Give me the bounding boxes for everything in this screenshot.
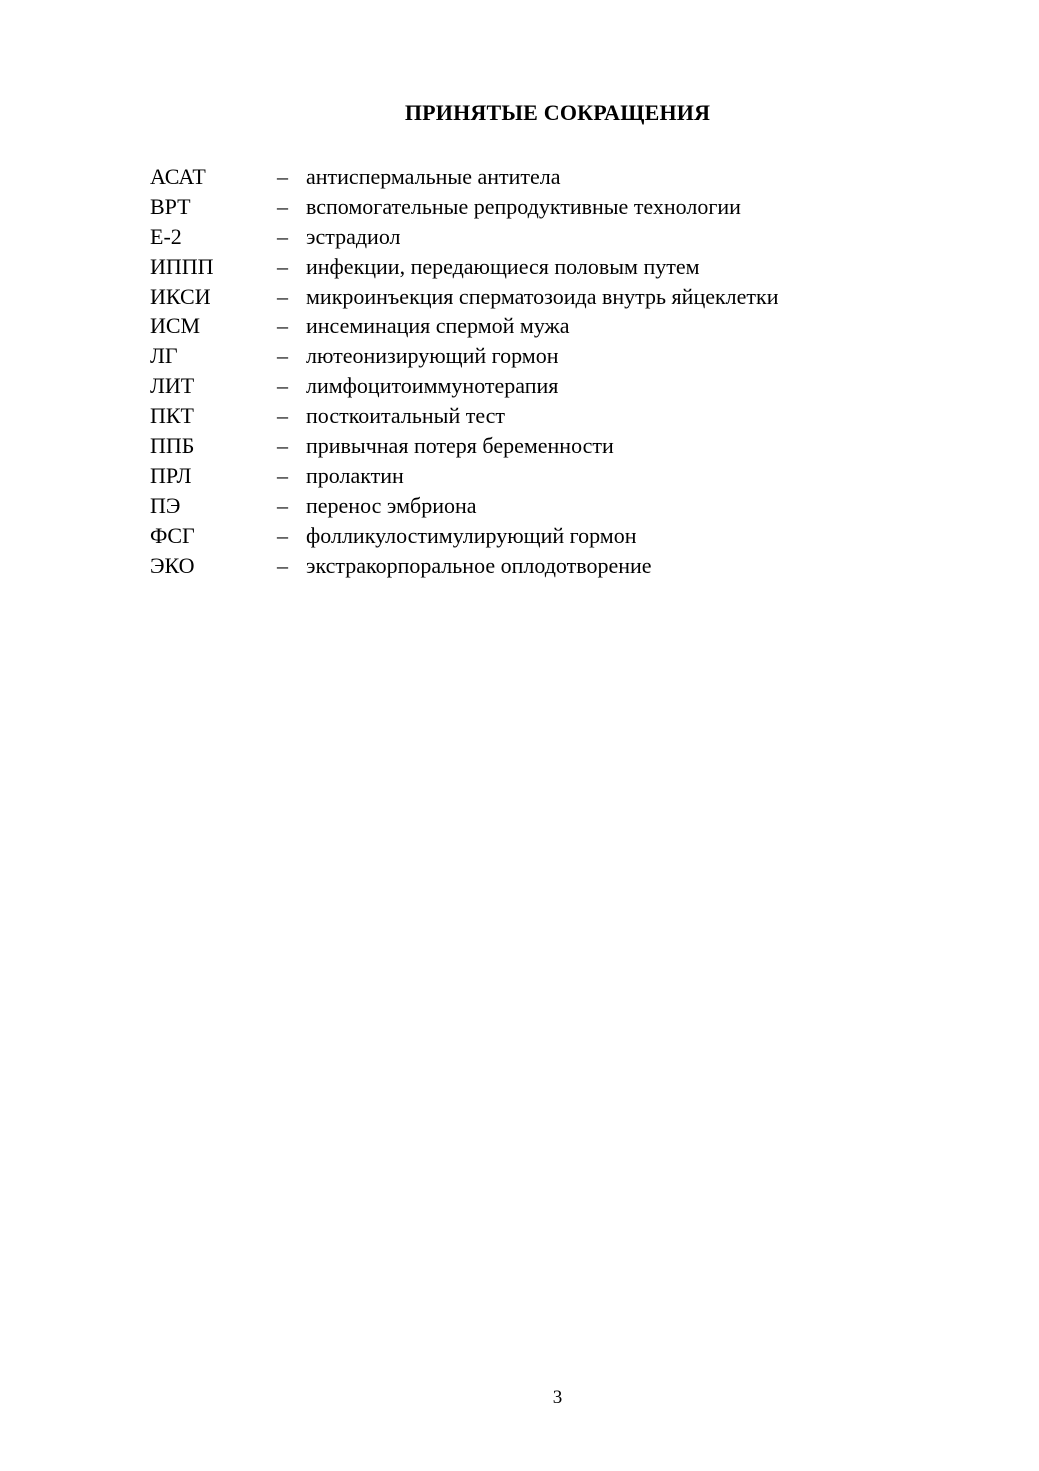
abbreviation-definition: антиспермальные антитела [306, 164, 561, 189]
abbreviation-dash: – [277, 164, 288, 189]
abbreviation-definition: лимфоцитоиммунотерапия [306, 373, 559, 399]
abbreviation-definition: микроинъекция сперматозоида внутрь яйцеклетки [306, 283, 779, 309]
abbreviation-term: ИКСИ [150, 283, 211, 309]
abbreviation-definition: экстракорпоральное оплодотворение [306, 552, 652, 578]
abbreviation-term: АСАТ [150, 164, 206, 189]
abbreviation-dash: – [277, 462, 288, 488]
page-title: ПРИНЯТЫЕ СОКРАЩЕНИЯ [404, 100, 711, 125]
abbreviation-dash: – [277, 193, 288, 219]
abbreviation-term: ИСМ [150, 313, 201, 339]
abbreviation-term: ИППП [150, 253, 214, 279]
abbreviation-term: ВРТ [150, 193, 191, 219]
abbreviation-definition: пролактин [306, 462, 404, 488]
abbreviation-term: ППБ [150, 433, 195, 459]
abbreviation-dash: – [277, 223, 288, 249]
abbreviation-definition: привычная потеря беременности [306, 433, 614, 459]
abbreviation-term: ЛГ [150, 343, 178, 369]
abbreviation-term: ПЭ [150, 492, 181, 518]
abbreviation-term: ЛИТ [150, 373, 195, 399]
abbreviation-dash: – [277, 343, 288, 369]
abbreviation-definition: вспомогательные репродуктивные технологии [306, 193, 741, 219]
abbreviation-definition: посткоитальный тест [306, 403, 506, 429]
abbreviation-dash: – [277, 373, 288, 399]
abbreviation-term: Е-2 [150, 223, 182, 249]
abbreviation-dash: – [277, 253, 288, 279]
abbreviation-term: ФСГ [150, 522, 195, 548]
abbreviation-dash: – [277, 433, 288, 459]
abbreviation-definition: эстрадиол [306, 223, 401, 249]
abbreviation-dash: – [277, 403, 288, 429]
abbreviation-dash: – [277, 522, 288, 548]
abbreviation-definition: инсеминация спермой мужа [306, 313, 570, 339]
abbreviation-definition: инфекции, передающиеся половым путем [306, 253, 700, 279]
abbreviation-dash: – [277, 313, 288, 339]
abbreviation-definition: перенос эмбриона [306, 492, 477, 518]
abbreviation-definition: фолликулостимулирующий гормон [306, 522, 637, 548]
abbreviation-definition: лютеонизирующий гормон [306, 343, 559, 369]
abbreviation-dash: – [277, 552, 288, 578]
abbreviation-dash: – [277, 283, 288, 309]
abbreviation-dash: – [277, 492, 288, 518]
page-number: 3 [552, 1387, 563, 1408]
abbreviation-term: ПРЛ [150, 462, 192, 488]
abbreviation-term: ПКТ [150, 403, 194, 429]
abbreviation-term: ЭКО [150, 552, 195, 578]
